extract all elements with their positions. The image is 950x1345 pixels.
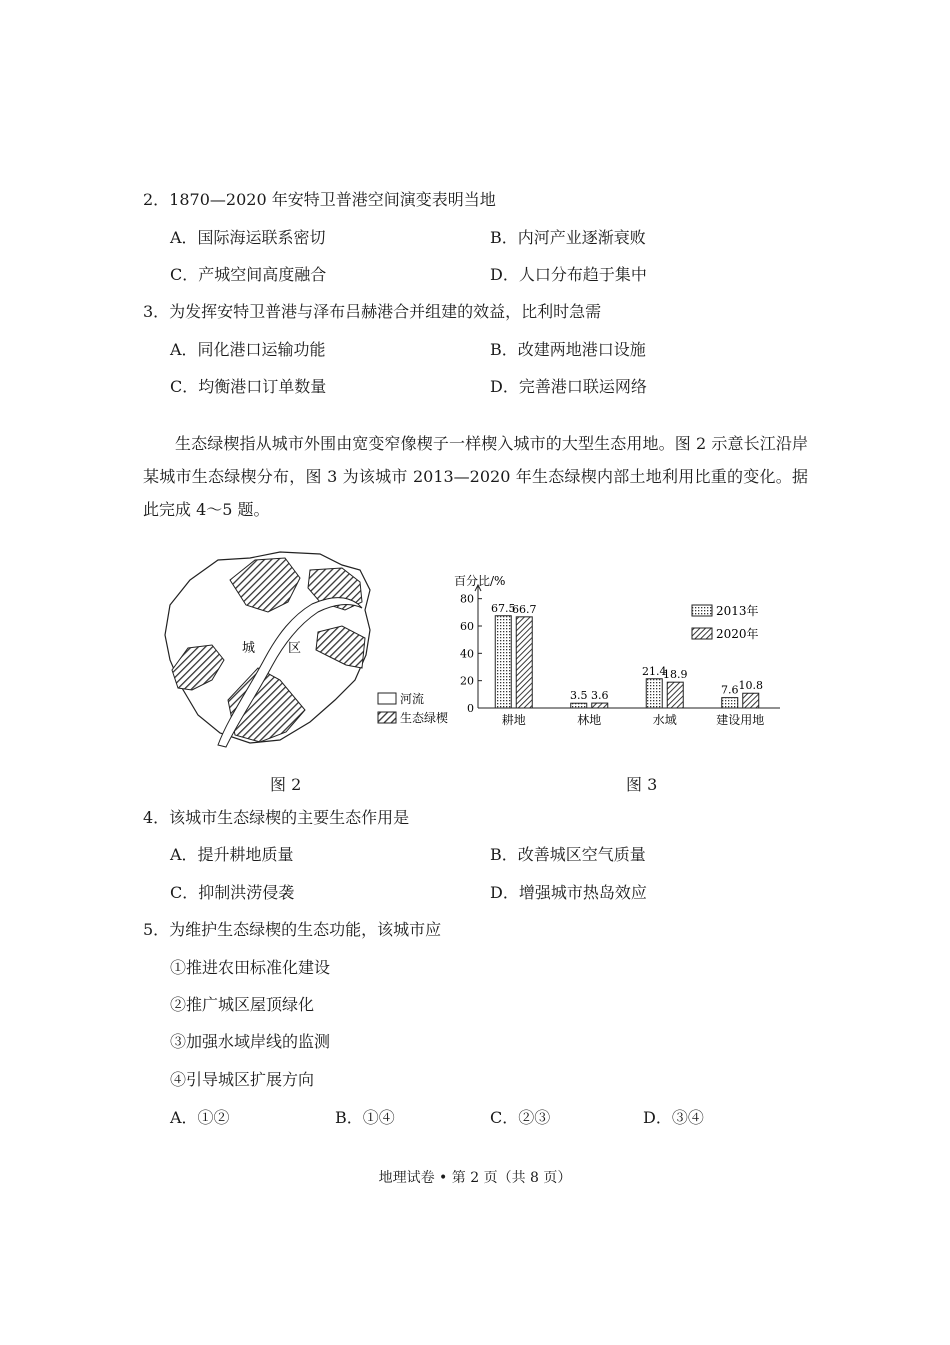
q4-option-b: B．改善城区空气质量 xyxy=(490,845,646,864)
q2-option-c: C．产城空间高度融合 xyxy=(170,265,327,284)
chart-ylabel: 百分比/% xyxy=(454,574,506,588)
q5-option-c: C．②③ xyxy=(490,1108,551,1127)
q5-item-4: ④引导城区扩展方向 xyxy=(170,1070,315,1089)
passage: 生态绿楔指从城市外围由宽变窄像楔子一样楔入城市的大型生态用地。图 2 示意长江沿岸某城市生态绿楔分布，图 3 为该城市 2013—2020 年生态绿楔内部土地利用比重的变化。据此完成 4～5 题。 xyxy=(143,434,808,519)
legend-river-swatch xyxy=(378,693,396,704)
bar-value-label: 21.4 xyxy=(642,664,667,678)
y-tick-label: 60 xyxy=(460,620,474,633)
q5-option-a: A．①② xyxy=(170,1108,230,1127)
figure-2-caption: 图 2 xyxy=(270,775,302,794)
bar-value-label: 7.6 xyxy=(721,683,739,697)
x-category-label: 耕地 xyxy=(501,713,526,727)
q3-option-b: B．改建两地港口设施 xyxy=(490,340,646,359)
q5-item-3: ③加强水域岸线的监测 xyxy=(170,1032,331,1051)
q3-option-a: A．同化港口运输功能 xyxy=(170,340,326,359)
bar-value-label: 10.8 xyxy=(738,679,763,693)
legend-river: 河流 xyxy=(400,692,425,706)
q4-option-a: A．提升耕地质量 xyxy=(170,845,294,864)
q3-option-c: C．均衡港口订单数量 xyxy=(170,377,327,396)
page-footer: 地理试卷 • 第 2 页（共 8 页） xyxy=(378,1170,572,1186)
x-category-label: 林地 xyxy=(577,713,602,727)
label-cheng: 城 xyxy=(242,641,256,656)
q2-stem: 2．1870—2020 年安特卫普港空间演变表明当地 xyxy=(143,190,496,209)
bar-value-label: 3.6 xyxy=(591,689,609,703)
q2-option-d: D．人口分布趋于集中 xyxy=(490,265,647,284)
bar-3-1 xyxy=(743,693,759,708)
x-category-label: 水域 xyxy=(652,713,677,727)
bar-value-label: 67.5 xyxy=(491,601,516,615)
q5-option-b: B．①④ xyxy=(335,1108,395,1127)
legend-swatch-1 xyxy=(692,628,712,639)
legend-wedge: 生态绿楔 xyxy=(400,711,449,725)
legend-swatch-0 xyxy=(692,605,712,616)
q5-option-d: D．③④ xyxy=(643,1108,704,1127)
bar-3-0 xyxy=(722,698,738,708)
bar-0-0 xyxy=(495,616,511,708)
label-qu: 区 xyxy=(288,641,302,656)
q5-item-1: ①推进农田标准化建设 xyxy=(170,958,331,977)
q5-item-2: ②推广城区屋顶绿化 xyxy=(170,995,315,1014)
legend-wedge-swatch xyxy=(378,712,396,723)
x-category-label: 建设用地 xyxy=(716,713,765,727)
bar-2-0 xyxy=(646,679,662,708)
y-tick-label: 80 xyxy=(460,592,474,606)
y-tick-label: 20 xyxy=(460,674,474,688)
bar-value-label: 18.9 xyxy=(663,668,688,682)
q4-option-c: C．抑制洪涝侵袭 xyxy=(170,883,295,902)
y-tick-label: 40 xyxy=(460,647,474,661)
q4-stem: 4．该城市生态绿楔的主要生态作用是 xyxy=(143,808,410,827)
q3-option-d: D．完善港口联运网络 xyxy=(490,377,647,396)
y-tick-label: 0 xyxy=(467,702,474,715)
bar-1-1 xyxy=(592,703,608,708)
bar-1-0 xyxy=(571,703,587,708)
legend-label: 2020年 xyxy=(716,627,759,641)
bar-0-1 xyxy=(516,617,532,708)
bar-value-label: 66.7 xyxy=(512,602,537,616)
bar-value-label: 3.5 xyxy=(570,689,588,703)
q2-option-b: B．内河产业逐渐衰败 xyxy=(490,228,646,247)
bar-2-1 xyxy=(667,682,683,708)
legend-label: 2013年 xyxy=(716,604,759,618)
q5-stem: 5．为维护生态绿楔的生态功能，该城市应 xyxy=(143,920,442,939)
q2-option-a: A．国际海运联系密切 xyxy=(170,228,326,247)
figure-2-map xyxy=(160,550,450,750)
figure-3-chart xyxy=(440,565,790,735)
q4-option-d: D．增强城市热岛效应 xyxy=(490,883,647,902)
q3-stem: 3．为发挥安特卫普港与泽布吕赫港合并组建的效益，比利时急需 xyxy=(143,302,602,321)
figure-3-caption: 图 3 xyxy=(626,775,658,794)
